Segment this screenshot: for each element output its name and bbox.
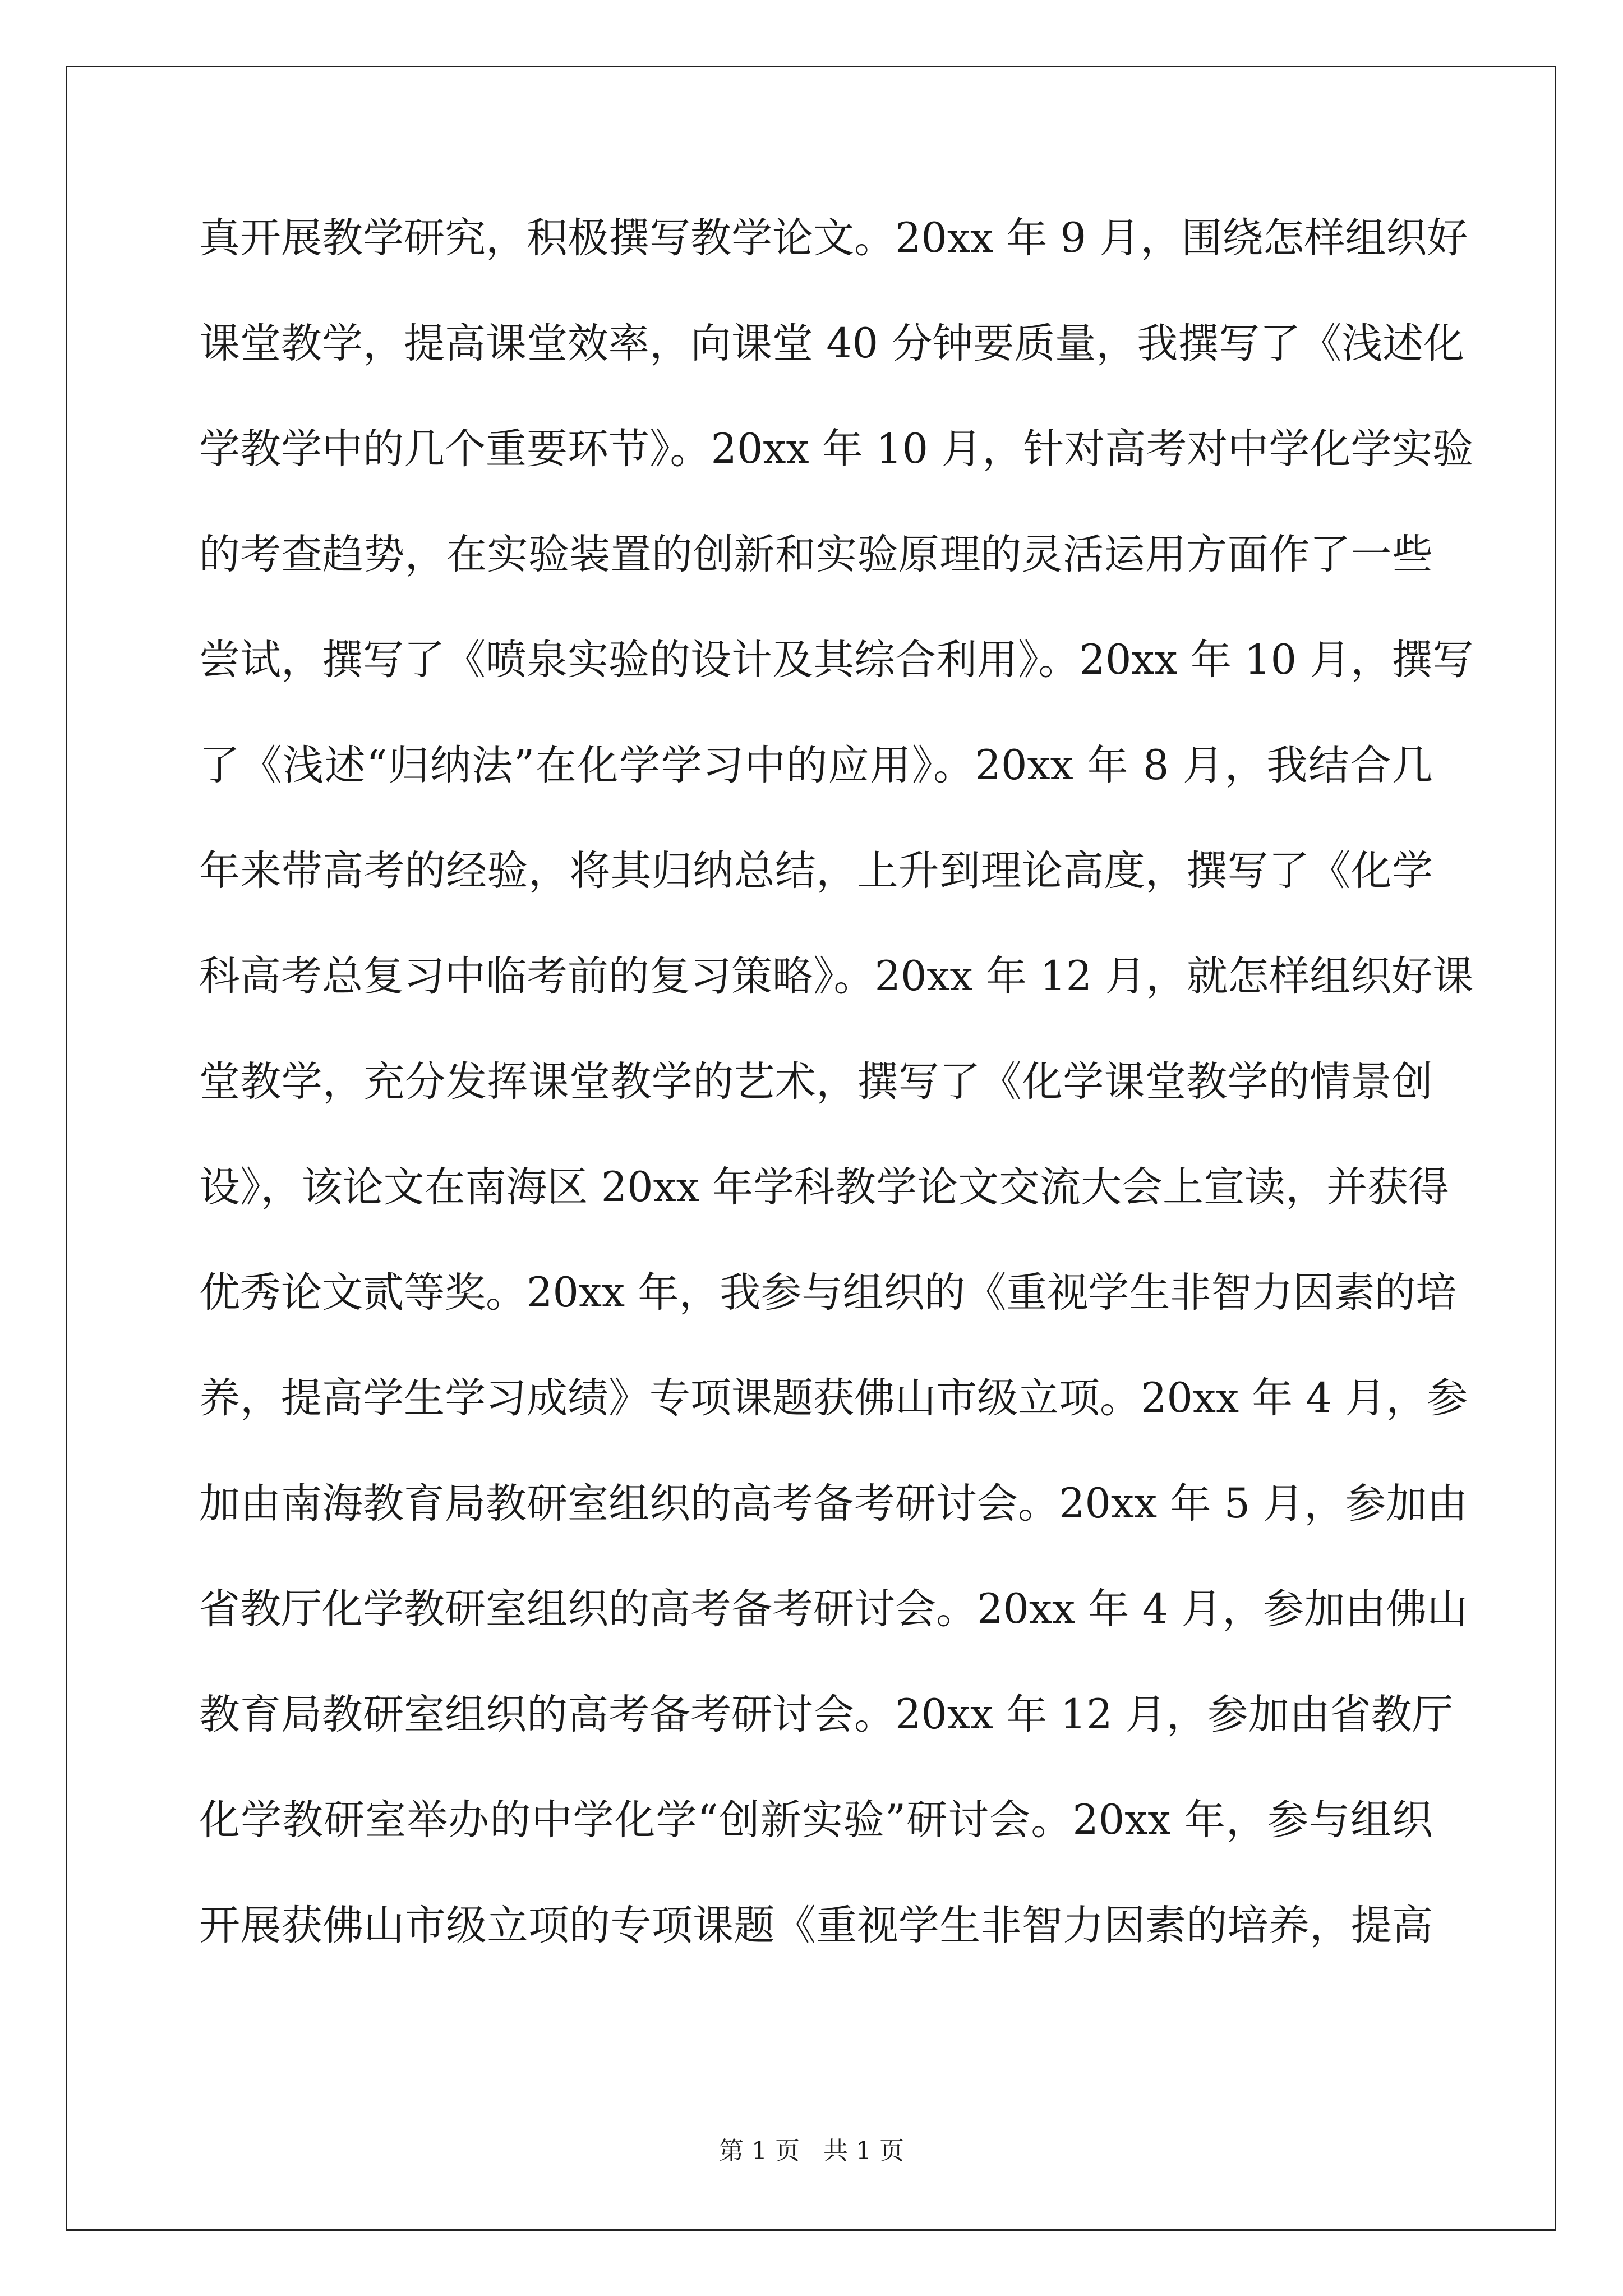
text-line: 化学教研室举办的中学化学“创新实验”研讨会。20xx 年，参与组织 bbox=[199, 1796, 1433, 1844]
text-line: 省教厅化学教研室组织的高考备考研讨会。20xx 年 4 月，参加由佛山 bbox=[199, 1585, 1468, 1633]
text-line: 年来带高考的经验，将其归纳总结，上升到理论高度，撰写了《化学 bbox=[199, 847, 1433, 895]
text-line: 学教学中的几个重要环节》。20xx 年 10 月，针对高考对中学化学实验 bbox=[199, 425, 1474, 473]
text-line: 课堂教学，提高课堂效率，向课堂 40 分钟要质量，我撰写了《浅述化 bbox=[199, 320, 1465, 367]
text-line: 加由南海教育局教研室组织的高考备考研讨会。20xx 年 5 月，参加由 bbox=[199, 1480, 1468, 1527]
page-number-footer: 第 1 页 共 1 页 bbox=[719, 2137, 904, 2165]
text-line: 科高考总复习中临考前的复习策略》。20xx 年 12 月，就怎样组织好课 bbox=[199, 953, 1474, 1000]
text-line: 开展获佛山市级立项的专项课题《重视学生非智力因素的培养，提高 bbox=[199, 1902, 1433, 1949]
text-line: 养，提高学生学习成绩》专项课题获佛山市级立项。20xx 年 4 月，参 bbox=[199, 1374, 1468, 1422]
text-line: 真开展教学研究，积极撰写教学论文。20xx 年 9 月，围绕怎样组织好 bbox=[199, 214, 1468, 262]
text-line: 堂教学，充分发挥课堂教学的艺术，撰写了《化学课堂教学的情景创 bbox=[199, 1058, 1433, 1106]
document-body bbox=[199, 214, 1474, 2010]
text-line: 的考查趋势，在实验装置的创新和实验原理的灵活运用方面作了一些 bbox=[199, 531, 1433, 578]
text-line: 优秀论文贰等奖。20xx 年，我参与组织的《重视学生非智力因素的培 bbox=[199, 1269, 1457, 1317]
text-line: 了《浅述“归纳法”在化学学习中的应用》。20xx 年 8 月，我结合几 bbox=[199, 742, 1433, 789]
text-line: 教育局教研室组织的高考备考研讨会。20xx 年 12 月，参加由省教厅 bbox=[199, 1691, 1453, 1738]
text-line: 尝试，撰写了《喷泉实验的设计及其综合利用》。20xx 年 10 月，撰写 bbox=[199, 636, 1474, 684]
text-line: 设》，该论文在南海区 20xx 年学科教学论文交流大会上宣读，并获得 bbox=[199, 1163, 1450, 1211]
